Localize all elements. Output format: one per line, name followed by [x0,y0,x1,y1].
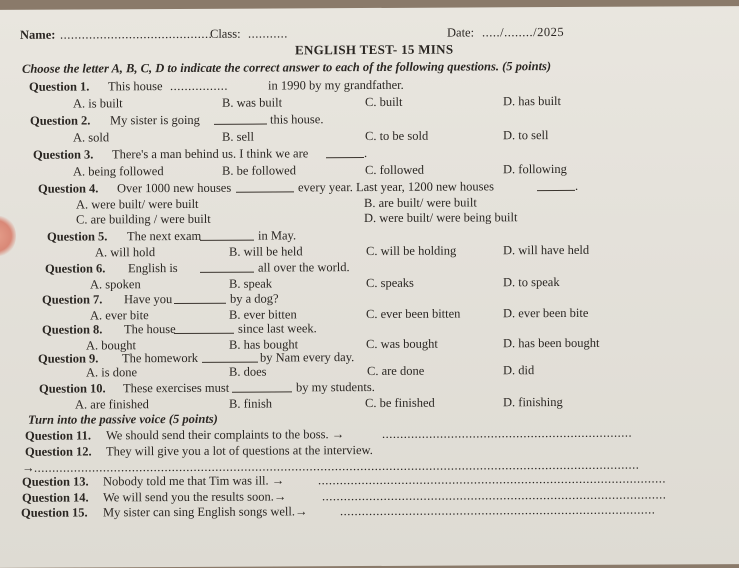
options-6 [0,274,739,292]
question-text: Nobody told me that Tim was ill. → [103,473,285,489]
option-d: D. following [503,161,567,177]
question-stem: The house [124,322,176,337]
name-label: Name: [20,27,56,42]
class-label: Class: [210,26,241,41]
option-a: A. being followed [73,164,164,179]
question-stem: by my students. [296,379,375,395]
question-3 [0,144,739,162]
answer-blank [200,261,254,273]
header-row [0,24,739,42]
question-label: Question 3. [33,147,94,162]
option-b: B. are built/ were built [364,195,477,211]
answer-blank [202,351,258,363]
question-stem: English is [128,261,178,276]
option-c: C. built [365,94,403,110]
option-d: D. finishing [503,394,563,410]
answer-blank [326,146,364,158]
answer-line: ....................................................................................................................................................................... [34,457,640,475]
question-label: Question 4. [38,181,99,196]
question-label: Question 7. [42,292,103,307]
option-c: C. speaks [366,275,414,291]
question-1 [0,76,739,94]
option-b: B. speak [229,276,273,291]
answer-line: ..................................................................... [382,425,633,441]
options-7 [0,305,739,323]
section1-instruction: Choose the letter A, B, C, D to indicate the correct answer to each of the following questions. (5 points) [22,59,552,76]
answer-blank [174,292,226,304]
option-b: B. will be held [229,244,303,259]
answer-blank [200,229,254,241]
question-stem: There's a man behind us. I think we are [112,146,309,162]
question-label: Question 14. [22,490,89,505]
question-stem: by Nam every day. [260,350,355,365]
option-d: D. were built/ were being built [364,210,518,226]
option-a: A. sold [73,130,110,145]
question-stem: in 1990 by my grandfather. [268,77,404,93]
question-label: Question 6. [45,261,106,276]
arrow-icon: → [22,460,35,475]
question-label: Question 11. [25,428,91,443]
option-c: C. followed [365,162,425,178]
option-d: D. ever been bite [503,305,589,321]
option-d: D. has built [503,93,561,109]
option-d: D. has been bought [503,335,600,351]
option-d: D. did [503,363,535,378]
question-stem: These exercises must [123,380,230,396]
question-text: My sister can sing English songs well.→ [103,504,308,520]
question-stem: My sister is going [110,112,200,128]
question-label: Question 12. [25,444,92,459]
option-b: B. was built [222,95,283,110]
option-a: A. is built [73,96,123,111]
name-field: .......................................... [60,26,213,42]
question-stem: Have you [124,292,173,307]
option-c: C. be finished [365,395,435,411]
answer-blank [537,179,575,191]
question-label: Question 5. [47,229,108,244]
option-c: C. to be sold [365,128,429,144]
option-b: B. ever bitten [229,307,297,322]
section2-instruction: Turn into the passive voice (5 points) [28,411,218,427]
option-b: B. sell [222,129,254,144]
answer-blank [174,322,234,334]
option-b: B. be followed [222,163,296,178]
question-label: Question 9. [38,351,99,366]
question-stem: since last week. [238,321,317,336]
question-stem: all over the world. [258,260,350,275]
question-stem: The next exam [127,228,202,244]
answer-blank [214,113,267,125]
question-stem: in May. [258,228,297,243]
thumb-shadow [0,216,16,256]
question-label: Question 13. [22,474,89,489]
option-c: C. ever been bitten [366,306,461,322]
answer-line: ....................................................................................... [340,502,656,519]
option-b: B. does [229,364,267,379]
option-c: C. are done [367,363,425,379]
option-a: A. are finished [75,397,149,412]
instruction-row [0,58,739,76]
test-paper [0,6,739,568]
options-5 [0,242,739,260]
question-label: Question 1. [29,79,90,94]
option-a: A. is done [86,365,138,380]
option-a: A. will hold [95,245,156,260]
option-a: A. spoken [90,277,141,292]
options-9 [0,362,739,380]
options-8 [0,335,739,353]
question-label: Question 8. [42,322,103,337]
question-stem: This house [108,79,163,94]
option-a: A. were built/ were built [76,196,199,212]
option-c: C. will be holding [366,243,457,259]
page-title: ENGLISH TEST- 15 MINS [295,41,454,58]
answer-line: ................................................................................................ [318,471,666,488]
class-field: ........... [248,26,288,41]
question-label: Question 15. [21,505,88,520]
date-label: Date: [447,25,475,40]
option-d: D. to sell [503,128,549,143]
answer-blank: ................ [170,78,228,94]
question-stem: Over 1000 new houses [117,180,232,196]
question-label: Question 10. [39,381,106,396]
question-text: They will give you a lot of questions at the interview. [106,442,373,459]
option-d: D. will have held [503,242,590,258]
option-d: D. to speak [503,275,560,290]
answer-blank [232,380,292,392]
question-label: Question 2. [30,113,91,128]
question-stem: The homework [122,350,199,366]
answer-line: ............................................................................................... [322,487,667,504]
option-a: A. bought [86,338,136,353]
question-text: We will send you the results soon.→ [103,489,287,505]
question-stem: this house. [270,112,324,127]
option-b: B. finish [229,396,273,411]
option-b: B. has bought [229,337,299,352]
option-a: A. ever bite [90,308,149,323]
date-field: ...../......../2025 [482,24,565,40]
question-stem: by a dog? [230,291,279,306]
options-3 [0,161,739,179]
option-c: C. was bought [366,336,438,352]
question-stem: . [364,146,368,161]
answer-blank [236,180,294,192]
question-stem: every year. Last year, 1200 new houses [298,179,494,195]
question-text: We should send their complaints to the boss. → [106,427,345,443]
option-c: C. are building / were built [76,211,211,227]
question-stem: . [575,178,579,193]
